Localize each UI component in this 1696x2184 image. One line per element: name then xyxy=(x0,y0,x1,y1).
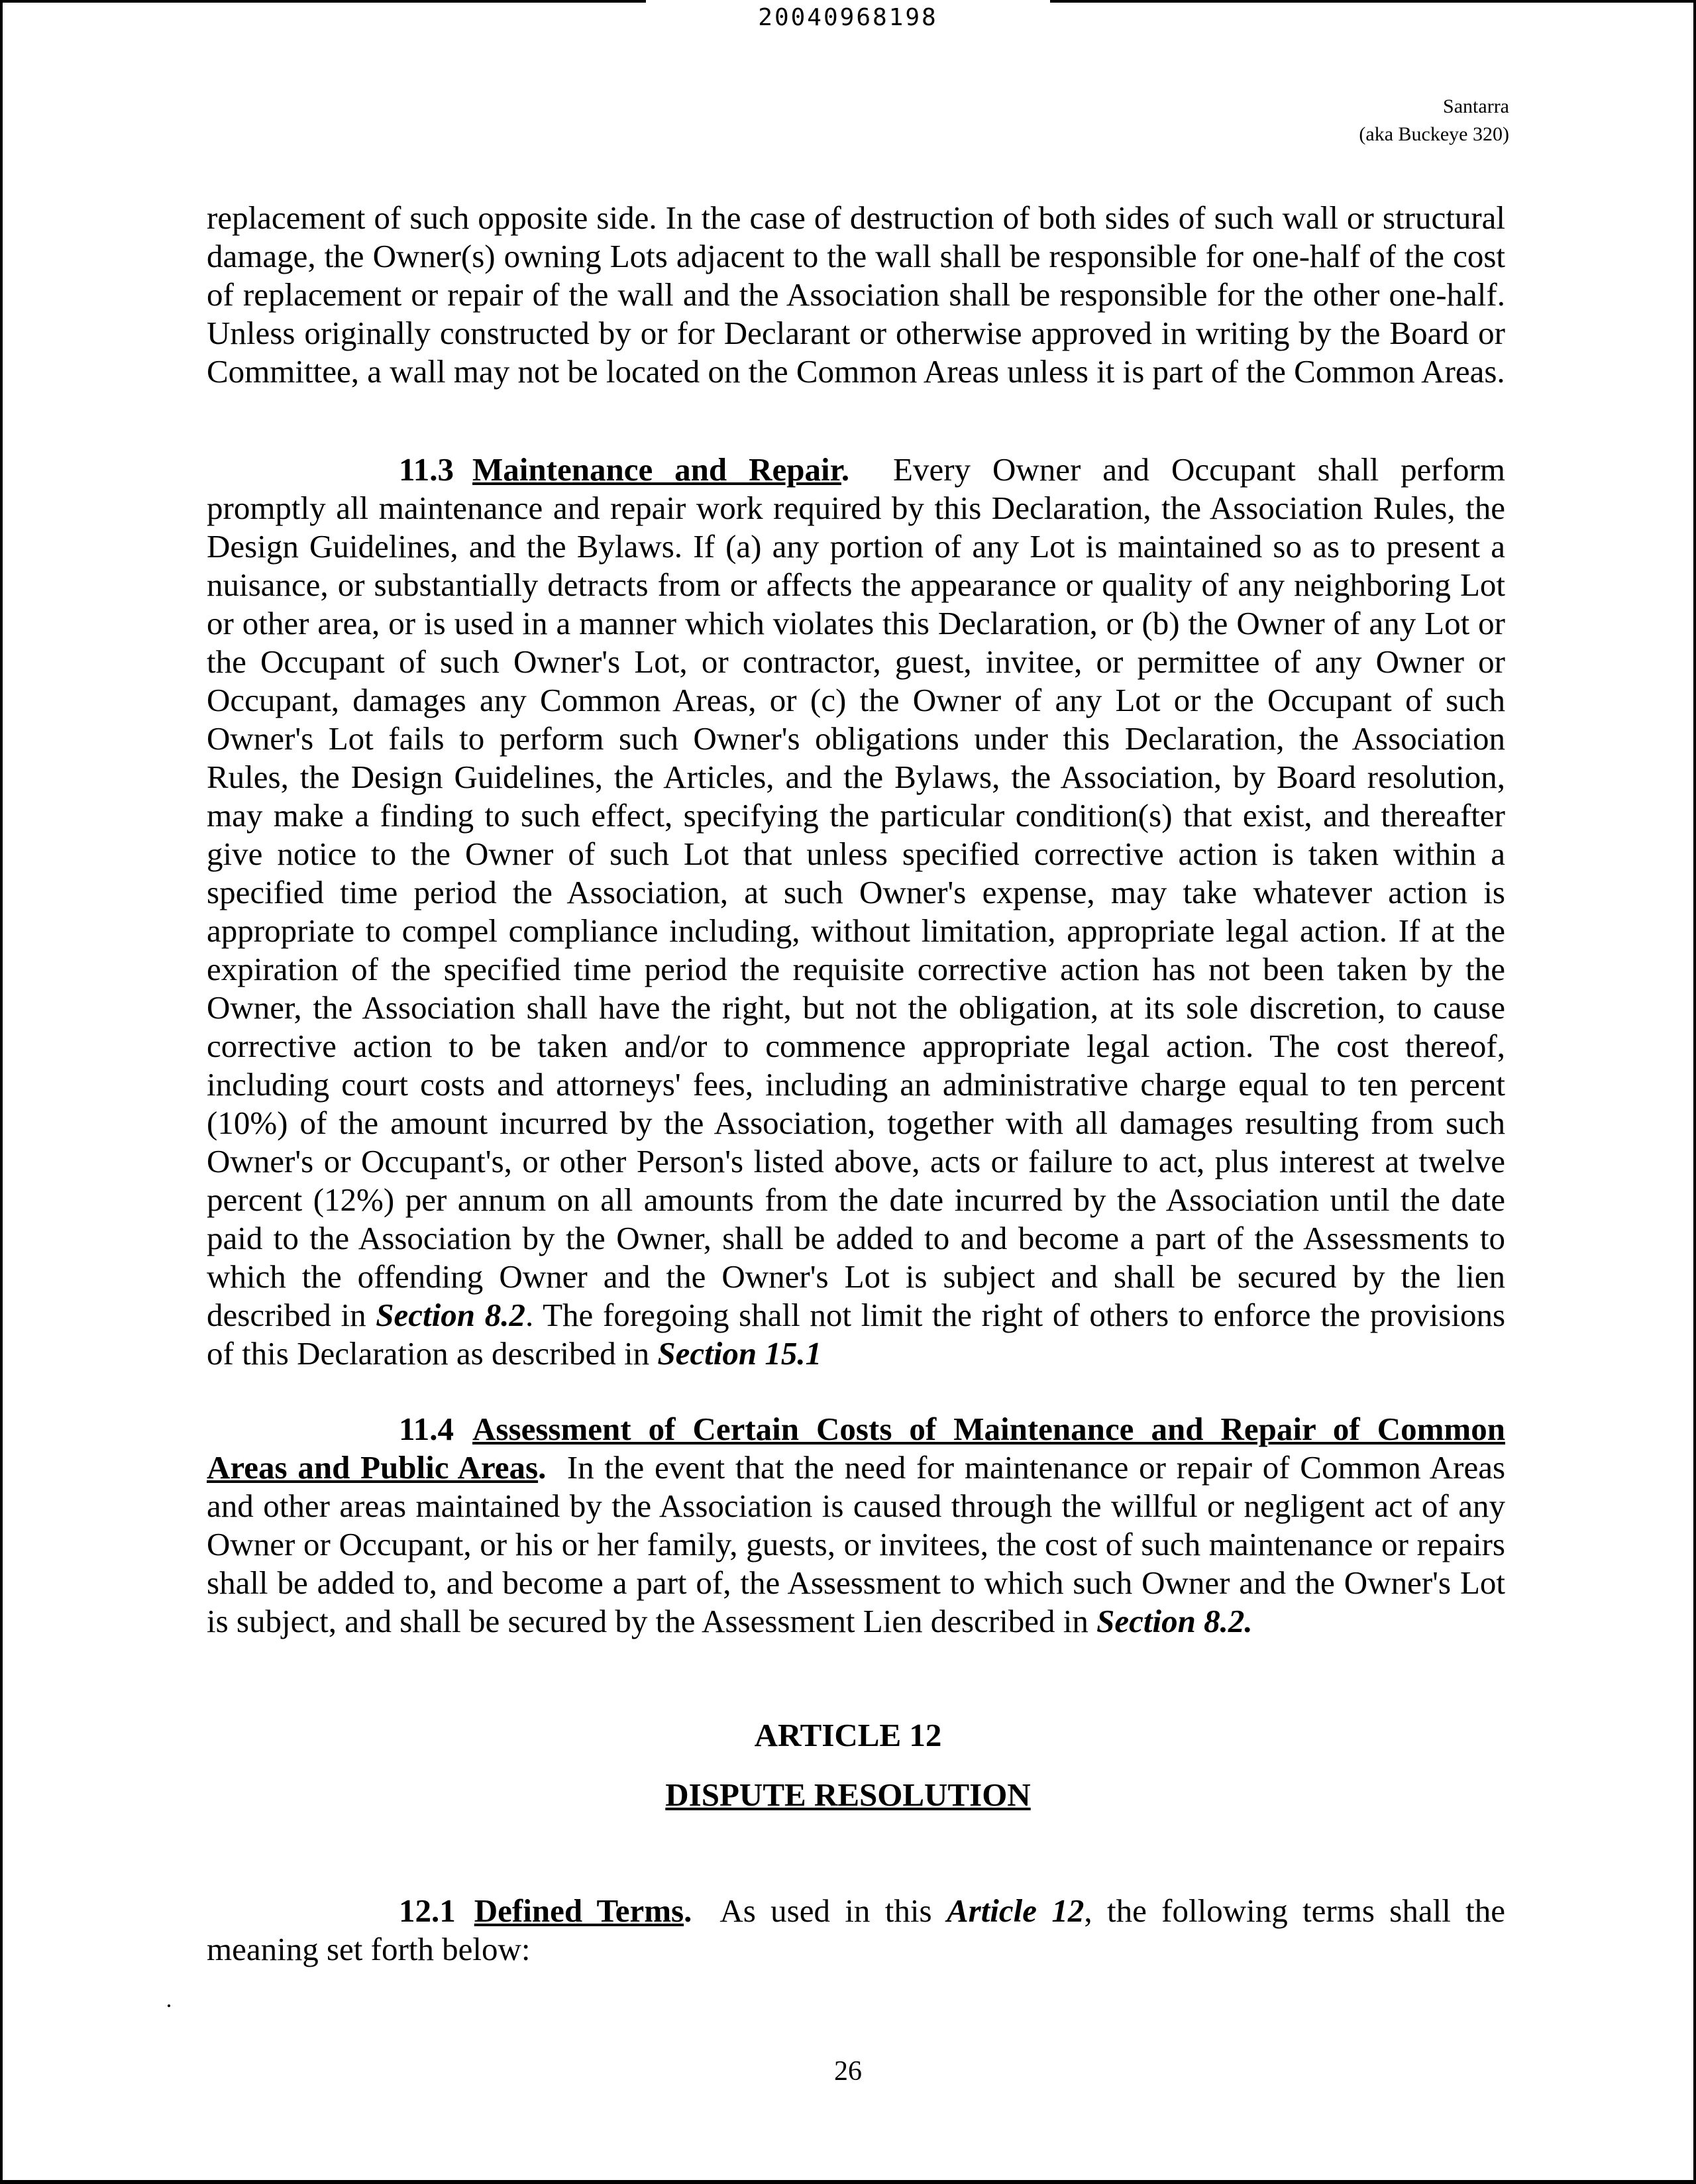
top-rule-right xyxy=(1050,0,1696,3)
section-12-1: 12.1 Defined Terms. As used in this Article 12, the following terms shall the meaning set forth below: xyxy=(207,1892,1506,1967)
section-11-4: 11.4 Assessment of Certain Costs of Maintenance and Repair of Common Areas and Public Areas. In the event that the need for maintenance or repair of Common Areas and other areas maintained by the Association is caused through the willful or negligent act of any Owner or Occupant, or his or her family, guests, or invitees, the cost of such maintenance or repairs shall be added to, and become a part of, the Assessment to which such Owner and the Owner's Lot is subject, and shall be secured by the Assessment Lien described in Section 8.2. xyxy=(207,1411,1506,1639)
section-number: 11.3 xyxy=(399,451,454,488)
section-title: Maintenance and Repair xyxy=(472,451,841,488)
cross-reference: Section 15.1 xyxy=(657,1335,822,1372)
article-title: DISPUTE RESOLUTION xyxy=(665,1776,1031,1813)
section-title: Assessment of Certain Costs of Maintenance and Repair of Common Areas and Public Areas xyxy=(207,1411,1505,1486)
scan-speck xyxy=(168,2004,170,2007)
top-rule-left xyxy=(0,0,646,3)
header-aka-name: (aka Buckeye 320) xyxy=(1359,123,1509,145)
section-number: 11.4 xyxy=(399,1411,454,1447)
section-title: Defined Terms xyxy=(474,1892,684,1929)
document-number: 20040968198 xyxy=(758,4,938,31)
cross-reference: Section 8.2 xyxy=(1096,1603,1245,1639)
cross-reference: Article 12 xyxy=(946,1892,1085,1929)
cross-reference: Section 8.2 xyxy=(376,1297,525,1333)
section-body-continued: , the following terms shall the meaning set forth below: xyxy=(207,1892,1506,1967)
section-body: In the event that the need for maintenance or repair of Common Areas and other areas maintained by the Association is caused through the willful or negligent act of any Owner or Occupant, or his or her family, guests, or invitees, the cost of such maintenance or repairs shall be added to, and become a part of, the Assessment to which such Owner and the Owner's Lot is subject, and shall be secured by the Assessment Lien described in xyxy=(207,1449,1506,1639)
paragraph-continuation: replacement of such opposite side. In the case of destruction of both sides of such wall or structural damage, the Owner(s) owning Lots adjacent to the wall shall be responsible for one-half of the cost of replacement or repair of the wall and the Association shall be responsible for the other one-half. Unless originally constructed by or for Declarant or otherwise approved in writing by the Board or Committee, a wall may not be located on the Common Areas unless it is part of the Common Areas. xyxy=(207,199,1505,390)
header-project-name: Santarra xyxy=(1443,95,1509,117)
section-body-continued: . The foregoing shall not limit the right of others to enforce the provisions of this Declaration as described in xyxy=(207,1297,1506,1372)
section-body: Every Owner and Occupant shall perform promptly all maintenance and repair work required by this Declaration, the Association Rules, the Design Guidelines, and the Bylaws. If (a) any portion of any Lot is maintained so as to present a nuisance, or substantially detracts from or affects the appearance or quality of any neighboring Lot or other area, or is used in a manner which violates this Declaration, or (b) the Owner of any Lot or the Occupant of such Owner's Lot, or contractor, guest, invitee, or permittee of any Owner or Occupant, damages any Common Areas, or (c) the Owner of any Lot or the Occupant of such Owner's Lot fails to perform such Owner's obligations under this Declaration, the Association Rules, the Design Guidelines, the Articles, and the Bylaws, the Association, by Board resolution, may make a finding to such effect, specifying the particular condition(s) that exist, and thereafter give notice to the Owner of such Lot that unless specified corrective action is taken within a specified time period the Association, at such Owner's expense, may take whatever action is appropriate to compel compliance including, without limitation, appropriate legal action. If at the expiration of the specified time period the requisite corrective action has not been taken by the Owner, the Association shall have the right, but not the obligation, at its sole discretion, to cause corrective action to be taken and/or to commence appropriate legal action. The cost thereof, including court costs and attorneys' fees, including an administrative charge equal to ten percent (10%) of the amount incurred by the Association, together with all damages resulting from such Owner's or Occupant's, or other Person's listed above, acts or failure to act, plus interest at twelve percent (12%) per annum on all amounts from the date incurred by the Association until the date paid to the Association by the Owner, shall be added to and become a part of the Assessments to which the offending Owner and the Owner's Lot is subject and shall be secured by the lien described in xyxy=(207,451,1505,1333)
page-number: 26 xyxy=(834,2056,862,2087)
section-11-3: 11.3 Maintenance and Repair. Every Owner and Occupant shall perform promptly all maintenance and repair work required by this Declaration, the Association Rules, the Design Guidelines, and the Bylaws. If (a) any portion of any Lot is maintained so as to present a nuisance, or substantially detracts from or affects the appearance or quality of any neighboring Lot or other area, or is used in a manner which violates this Declaration, or (b) the Owner of any Lot or the Occupant of such Owner's Lot, or contractor, guest, invitee, or permittee of any Owner or Occupant, damages any Common Areas, or (c) the Owner of any Lot or the Occupant of such Owner's Lot fails to perform such Owner's obligations under this Declaration, the Association Rules, the Design Guidelines, the Articles, and the Bylaws, the Association, by Board resolution, may make a finding to such effect, specifying the particular condition(s) that exist, and thereafter give notice to the Owner of such Lot that unless specified corrective action is taken within a specified time period the Association, at such Owner's expense, may take whatever action is appropriate to compel compliance including, without limitation, appropriate legal action. If at the expiration of the specified time period the requisite corrective action has not been taken by the Owner, the Association shall have the right, but not the obligation, at its sole discretion, to cause corrective action to be taken and/or to commence appropriate legal action. The cost thereof, including court costs and attorneys' fees, including an administrative charge equal to ten percent (10%) of the amount incurred by the Association, together with all damages resulting from such Owner's or Occupant's, or other Person's listed above, acts or failure to act, plus interest at twelve percent (12%) per annum on all amounts from the date incurred by the Association until the date paid to the Association by the Owner, shall be added to and become a part of the Assessments to which the offending Owner and the Owner's Lot is subject and shall be secured by the lien described in Section 8.2. The foregoing shall not limit the right of others to enforce the provisions of this Declaration as described in Section 15.1 xyxy=(207,451,1506,1372)
section-body: As used in this xyxy=(719,1892,932,1929)
section-number: 12.1 xyxy=(399,1892,456,1929)
article-number: ARTICLE 12 xyxy=(754,1717,942,1753)
running-header xyxy=(1359,93,1509,148)
